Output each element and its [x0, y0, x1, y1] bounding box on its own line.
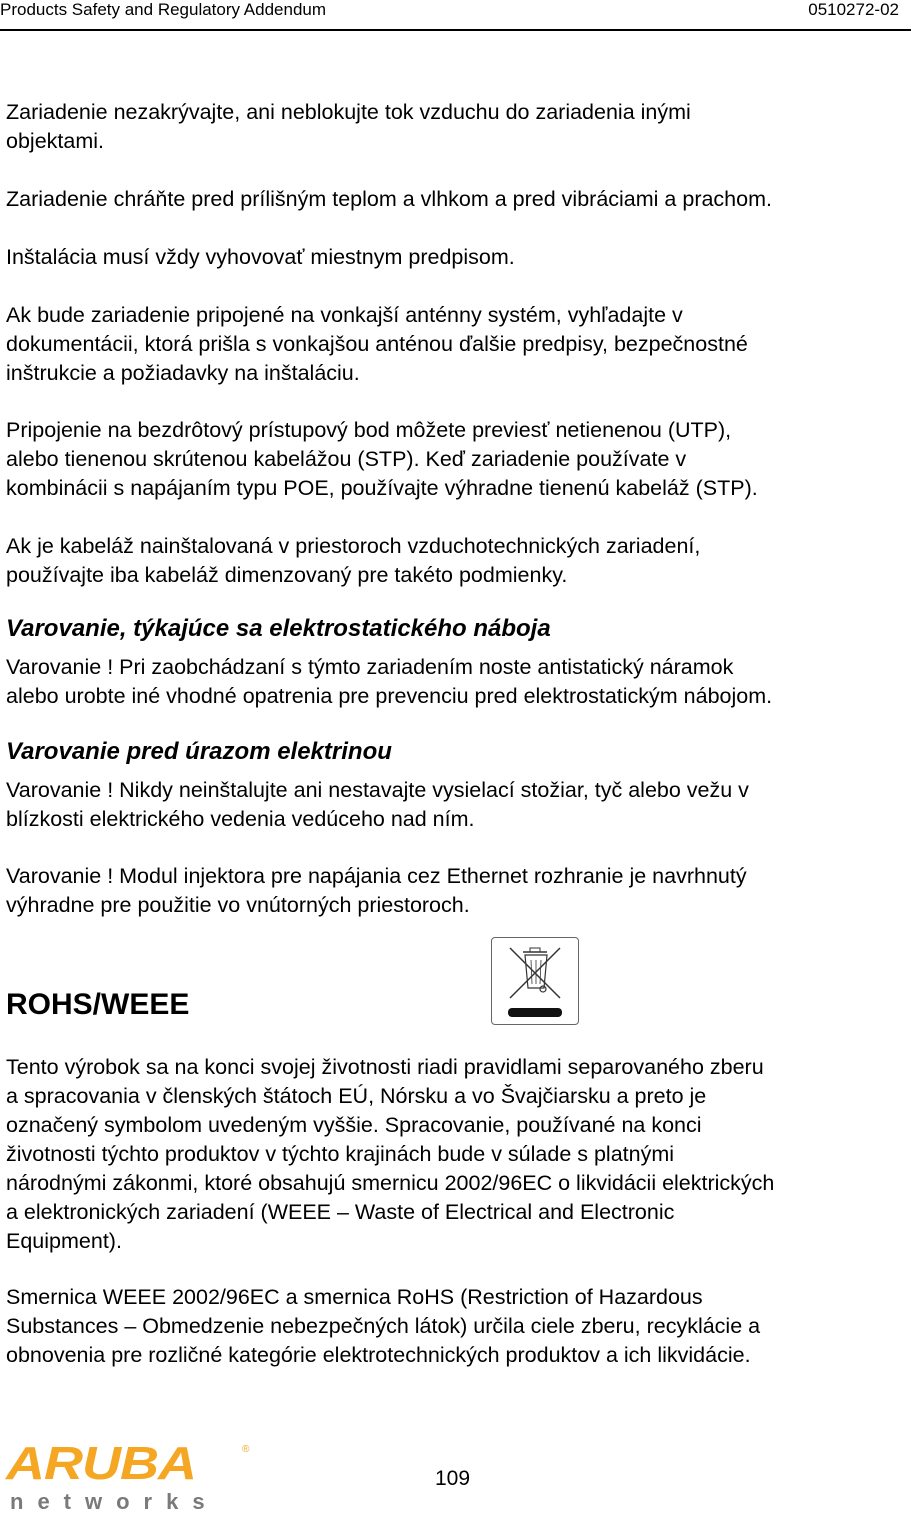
weee-symbol — [491, 937, 579, 1025]
logo-wordmark: ARUBA — [6, 1438, 196, 1490]
paragraph-esd: Varovanie ! Pri zaobchádzaní s týmto zariadením noste antistatický náramok alebo urobte iné vhodné opatrenia pre prevenciu pred elektrostatickým nábojom. — [6, 655, 773, 708]
paragraph-heat-protection: Zariadenie chráňte pred prílišným teplom a vlhkom a pred vibráciami a prachom. — [6, 187, 772, 211]
paragraph-mast: Varovanie ! Nikdy neinštalujte ani nestavajte vysielací stožiar, tyč alebo vežu v blízkosti elektrického vedenia vedúceho nad ním. — [6, 778, 749, 831]
crossed-out-wheelie-bin-icon — [492, 938, 578, 1024]
paragraph-external-antenna: Ak bude zariadenie pripojené na vonkajší anténny systém, vyhľadajte v dokumentácii, ktorá prišla s vonkajšou anténou ďalšie predpisy, bezpečnostné inštrukcie a požiadavky na inštaláciu. — [6, 303, 748, 385]
page-header — [0, 0, 911, 31]
aruba-networks-logo — [6, 1440, 256, 1514]
paragraph-ventilation: Zariadenie nezakrývajte, ani neblokujte tok vzduchu do zariadenia inými objektami. — [6, 100, 691, 153]
paragraph-weee-collection: Tento výrobok sa na konci svojej životnosti riadi pravidlami separovaného zberu a spracovania v členských štátoch EÚ, Nórsku a vo Švajčiarsku a preto je označený symbolom uvedeným vyššie. Spracovanie, používané na konci životnosti týchto produktov v týchto krajinách bude v súlade s platnými národnými zákonmi, ktoré obsahujú smernicu 2002/96EC o likvidácii elektrických a elektronických zariadení (WEEE – Waste of Electrical and Electronic Equipment). — [6, 1055, 775, 1253]
paragraph-cabling: Pripojenie na bezdrôtový prístupový bod môžete previesť netienenou (UTP), alebo tienenou skrútenou kabelážou (STP). Keď zariadenie používate v kombinácii s napájaním typu POE, používajte výhradne tienenú kabeláž (STP). — [6, 418, 758, 500]
paragraph-rohs-directive: Smernica WEEE 2002/96EC a smernica RoHS (Restriction of Hazardous Substances – Obmedzenie nebezpečných látok) určila ciele zberu, recyklácie a obnovenia pre rozličné kategórie elektrotechnických produktov a ich likvidácie. — [6, 1285, 761, 1367]
logo-registered-mark: ® — [242, 1444, 250, 1455]
paragraph-installation: Inštalácia musí vždy vyhovovať miestnym predpisom. — [6, 245, 515, 269]
document-title: Products Safety and Regulatory Addendum — [0, 0, 327, 19]
heading-esd-warning: Varovanie, týkajúce sa elektrostatického náboja — [6, 615, 551, 642]
page-number: 109 — [435, 1467, 471, 1490]
heading-rohs-weee: ROHS/WEEE — [6, 988, 190, 1021]
logo-subtitle: networks — [10, 1489, 219, 1514]
document-number: 0510272-02 — [808, 0, 899, 19]
paragraph-plenum: Ak je kabeláž nainštalovaná v priestoroch vzduchotechnických zariadení, používajte iba kabeláž dimenzovaný pre takéto podmienky. — [6, 534, 701, 587]
paragraph-poe-injector: Varovanie ! Modul injektora pre napájania cez Ethernet rozhranie je navrhnutý výhradne pre použitie vo vnútorných priestoroch. — [6, 864, 747, 917]
heading-shock-warning: Varovanie pred úrazom elektrinou — [6, 738, 392, 765]
